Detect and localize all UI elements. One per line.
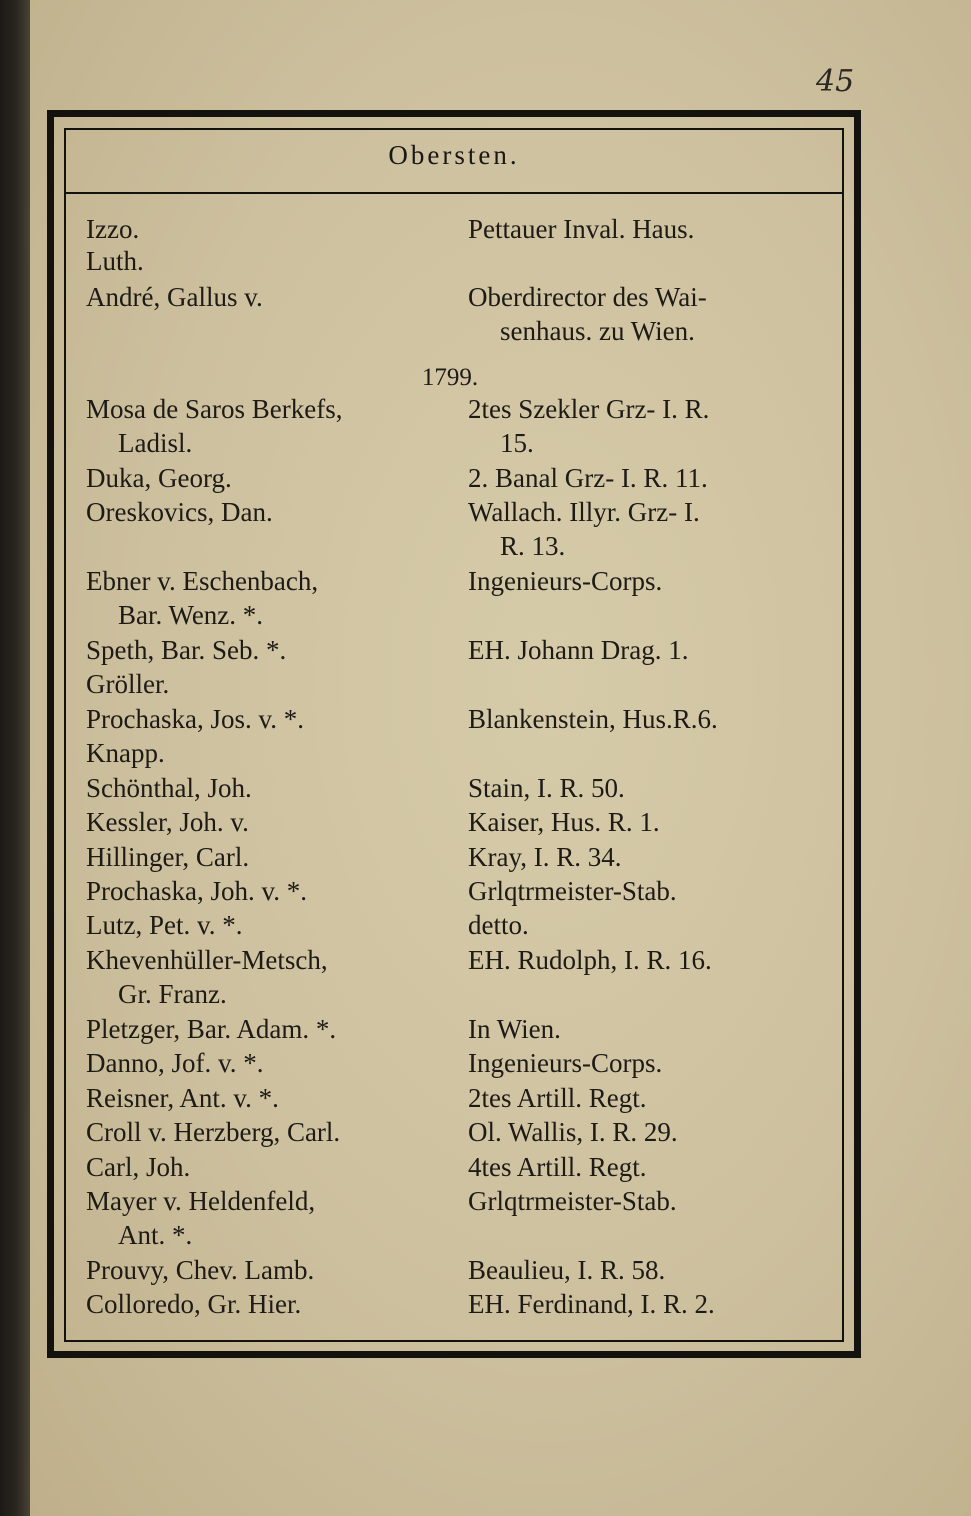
officer-name xyxy=(86,392,342,460)
officer-name: Prouvy, Chev. Lamb. xyxy=(86,1255,315,1285)
unit-continuation: senhaus. zu Wien. xyxy=(500,316,695,346)
officer-name xyxy=(86,564,318,632)
officer-unit: Beaulieu, I. R. 58. xyxy=(468,1255,666,1285)
officer-name: Prochaska, Jos. v. *. xyxy=(86,704,304,734)
officer-unit: Kray, I. R. 34. xyxy=(468,842,622,872)
name-line: Mayer v. Heldenfeld, xyxy=(86,1186,316,1216)
officer-name: Prochaska, Joh. v. *. xyxy=(86,876,307,906)
officer-unit: EH. Rudolph, I. R. 16. xyxy=(468,945,712,975)
officer-unit xyxy=(468,495,700,563)
officer-name: Kessler, Joh. v. xyxy=(86,807,249,837)
officer-name: Speth, Bar. Seb. *. xyxy=(86,635,287,665)
officer-name: Pletzger, Bar. Adam. *. xyxy=(86,1014,337,1044)
officer-unit: detto. xyxy=(468,910,529,940)
name-continuation: Ant. *. xyxy=(118,1220,193,1250)
name-continuation: Ladisl. xyxy=(118,428,193,458)
officer-name xyxy=(86,1184,315,1252)
officer-name: Izzo. xyxy=(86,214,140,244)
officer-name: Lutz, Pet. v. *. xyxy=(86,910,243,940)
officer-unit: Kaiser, Hus. R. 1. xyxy=(468,807,660,837)
officer-unit: 2. Banal Grz- I. R. 11. xyxy=(468,463,708,493)
officer-unit: Grlqtrmeister-Stab. xyxy=(468,876,677,906)
name-continuation: Bar. Wenz. *. xyxy=(118,600,264,630)
officer-unit: Stain, I. R. 50. xyxy=(468,773,625,803)
officer-name: Colloredo, Gr. Hier. xyxy=(86,1289,302,1319)
officer-unit xyxy=(468,392,709,460)
officer-unit: EH. Johann Drag. 1. xyxy=(468,635,689,665)
officer-name: Oreskovics, Dan. xyxy=(86,497,273,527)
officer-name: Croll v. Herzberg, Carl. xyxy=(86,1117,341,1147)
officer-name xyxy=(86,943,328,1011)
officer-unit: Pettauer Inval. Haus. xyxy=(468,214,695,244)
officer-name: Luth. xyxy=(86,246,144,276)
officer-name: Schönthal, Joh. xyxy=(86,773,252,803)
officer-unit: Blankenstein, Hus.R.6. xyxy=(468,704,718,734)
book-gutter xyxy=(0,0,30,1516)
officer-name: Reisner, Ant. v. *. xyxy=(86,1083,279,1113)
officer-unit: EH. Ferdinand, I. R. 2. xyxy=(468,1289,715,1319)
officer-unit xyxy=(468,280,707,348)
name-continuation: Gr. Franz. xyxy=(118,979,227,1009)
name-line: Mosa de Saros Berkefs, xyxy=(86,394,343,424)
officer-unit: 2tes Artill. Regt. xyxy=(468,1083,647,1113)
unit-continuation: R. 13. xyxy=(500,531,566,561)
officer-name: Carl, Joh. xyxy=(86,1152,191,1182)
officer-name: André, Gallus v. xyxy=(86,282,263,312)
section-heading: Obersten. xyxy=(388,140,520,170)
officer-name: Gröller. xyxy=(86,669,170,699)
unit-line: Wallach. Illyr. Grz- I. xyxy=(468,497,700,527)
officer-unit: Ingenieurs-Corps. xyxy=(468,566,663,596)
officer-unit: Ingenieurs-Corps. xyxy=(468,1048,663,1078)
year-marker: 1799. xyxy=(421,364,479,391)
officer-name: Hillinger, Carl. xyxy=(86,842,250,872)
heading-divider xyxy=(66,192,842,194)
officer-name: Danno, Jof. v. *. xyxy=(86,1048,264,1078)
page-number: 45 xyxy=(816,64,855,99)
name-line: Ebner v. Eschenbach, xyxy=(86,566,319,596)
unit-line: Oberdirector des Wai- xyxy=(468,282,707,312)
unit-line: 2tes Szekler Grz- I. R. xyxy=(468,394,710,424)
officer-unit: Ol. Wallis, I. R. 29. xyxy=(468,1117,678,1147)
name-line: Khevenhüller-Metsch, xyxy=(86,945,328,975)
officer-unit: Grlqtrmeister-Stab. xyxy=(468,1186,677,1216)
officer-unit: In Wien. xyxy=(468,1014,561,1044)
unit-continuation: 15. xyxy=(500,428,534,458)
officer-name: Knapp. xyxy=(86,738,165,768)
officer-name: Duka, Georg. xyxy=(86,463,232,493)
officer-unit: 4tes Artill. Regt. xyxy=(468,1152,647,1182)
